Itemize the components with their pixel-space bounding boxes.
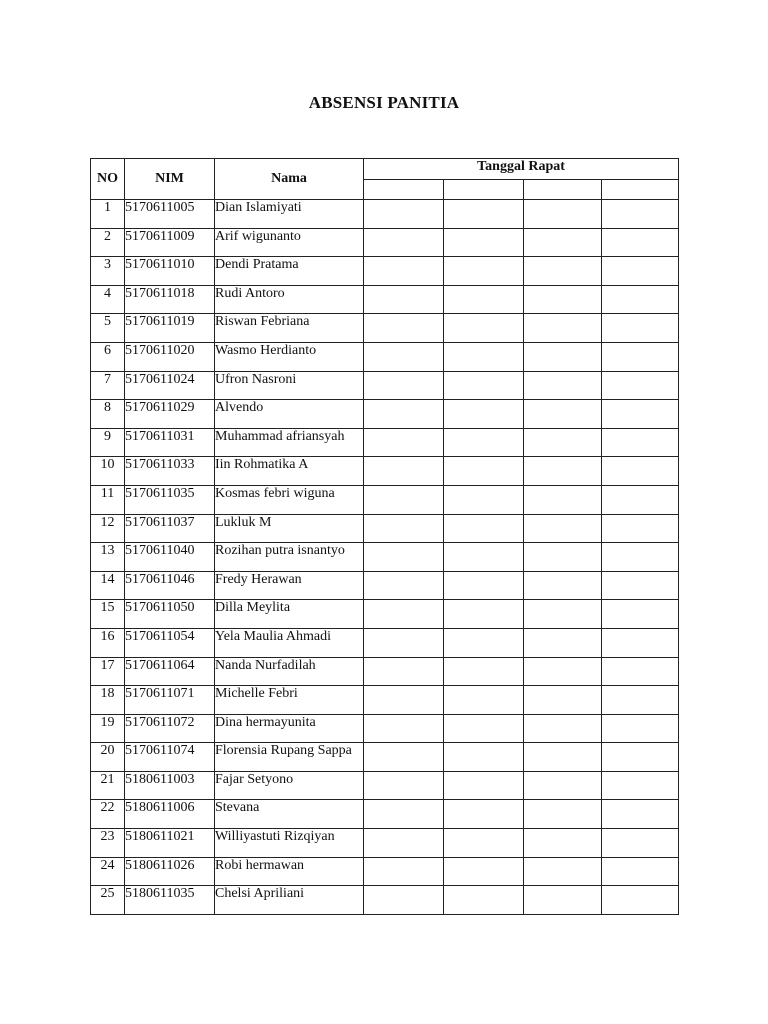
table-row: [91, 600, 679, 629]
row-nama: Stevana: [215, 800, 364, 829]
attendance-cell-1[interactable]: [364, 800, 444, 829]
page-title: ABSENSI PANITIA: [308, 93, 460, 112]
row-nim: 5180611035: [125, 886, 215, 915]
attendance-cell-4[interactable]: [602, 428, 679, 457]
table-row: [91, 457, 679, 486]
attendance-cell-4[interactable]: [602, 714, 679, 743]
attendance-cell-4[interactable]: [602, 342, 679, 371]
row-number: 9: [91, 428, 125, 457]
row-nim: 5170611071: [125, 686, 215, 715]
attendance-cell-1[interactable]: [364, 485, 444, 514]
table-row: [91, 829, 679, 858]
attendance-cell-2[interactable]: [444, 886, 524, 915]
row-nama: Iin Rohmatika A: [215, 457, 364, 486]
attendance-cell-2[interactable]: [444, 400, 524, 429]
row-nim: 5180611026: [125, 857, 215, 886]
table-body: [91, 200, 679, 915]
attendance-cell-2[interactable]: [444, 200, 524, 229]
table-row: [91, 257, 679, 286]
row-number: 2: [91, 228, 125, 257]
attendance-cell-3[interactable]: [524, 485, 602, 514]
row-nim: 5170611018: [125, 285, 215, 314]
attendance-cell-2[interactable]: [444, 428, 524, 457]
attendance-cell-1[interactable]: [364, 342, 444, 371]
attendance-cell-2[interactable]: [444, 800, 524, 829]
row-nama: Dilla Meylita: [215, 600, 364, 629]
table-row: [91, 228, 679, 257]
row-nama: Michelle Febri: [215, 686, 364, 715]
attendance-cell-3[interactable]: [524, 257, 602, 286]
attendance-cell-2[interactable]: [444, 771, 524, 800]
attendance-cell-4[interactable]: [602, 371, 679, 400]
row-number: 16: [91, 628, 125, 657]
attendance-cell-1[interactable]: [364, 428, 444, 457]
row-nama: Chelsi Apriliani: [215, 886, 364, 915]
row-nama: Fredy Herawan: [215, 571, 364, 600]
row-nim: 5170611031: [125, 428, 215, 457]
row-number: 17: [91, 657, 125, 686]
attendance-cell-4[interactable]: [602, 829, 679, 858]
date-column-3: [524, 180, 602, 200]
attendance-cell-4[interactable]: [602, 285, 679, 314]
attendance-cell-3[interactable]: [524, 628, 602, 657]
row-nama: Rudi Antoro: [215, 285, 364, 314]
row-nim: 5170611074: [125, 743, 215, 772]
attendance-cell-2[interactable]: [444, 686, 524, 715]
attendance-table: [90, 158, 679, 915]
attendance-cell-3[interactable]: [524, 657, 602, 686]
attendance-cell-2[interactable]: [444, 457, 524, 486]
attendance-cell-3[interactable]: [524, 857, 602, 886]
attendance-cell-2[interactable]: [444, 628, 524, 657]
row-nim: 5170611046: [125, 571, 215, 600]
attendance-cell-4[interactable]: [602, 200, 679, 229]
attendance-cell-3[interactable]: [524, 228, 602, 257]
row-number: 14: [91, 571, 125, 600]
row-nama: Rozihan putra isnantyo: [215, 543, 364, 572]
attendance-cell-4[interactable]: [602, 514, 679, 543]
row-nama: Lukluk M: [215, 514, 364, 543]
attendance-cell-3[interactable]: [524, 600, 602, 629]
attendance-cell-3[interactable]: [524, 514, 602, 543]
attendance-cell-1[interactable]: [364, 771, 444, 800]
row-nim: 5170611009: [125, 228, 215, 257]
row-number: 5: [91, 314, 125, 343]
attendance-cell-1[interactable]: [364, 228, 444, 257]
date-column-1: [364, 180, 444, 200]
row-nama: Muhammad afriansyah: [215, 428, 364, 457]
attendance-cell-1[interactable]: [364, 686, 444, 715]
date-column-4: [602, 180, 679, 200]
row-number: 20: [91, 743, 125, 772]
attendance-cell-2[interactable]: [444, 829, 524, 858]
table-header-row: [91, 159, 679, 180]
attendance-cell-3[interactable]: [524, 285, 602, 314]
attendance-cell-1[interactable]: [364, 829, 444, 858]
attendance-cell-1[interactable]: [364, 314, 444, 343]
attendance-cell-1[interactable]: [364, 457, 444, 486]
row-nim: 5180611021: [125, 829, 215, 858]
row-nama: Dian Islamiyati: [215, 200, 364, 229]
table-row: [91, 371, 679, 400]
attendance-cell-3[interactable]: [524, 714, 602, 743]
row-number: 10: [91, 457, 125, 486]
attendance-cell-4[interactable]: [602, 886, 679, 915]
row-number: 7: [91, 371, 125, 400]
header-no: NO: [91, 159, 125, 200]
attendance-cell-2[interactable]: [444, 571, 524, 600]
attendance-cell-2[interactable]: [444, 857, 524, 886]
row-number: 6: [91, 342, 125, 371]
row-nim: 5170611029: [125, 400, 215, 429]
attendance-cell-4[interactable]: [602, 686, 679, 715]
attendance-cell-2[interactable]: [444, 743, 524, 772]
attendance-cell-2[interactable]: [444, 314, 524, 343]
table-row: [91, 714, 679, 743]
attendance-cell-4[interactable]: [602, 857, 679, 886]
row-nim: 5170611005: [125, 200, 215, 229]
table-row: [91, 857, 679, 886]
table-row: [91, 771, 679, 800]
row-number: 12: [91, 514, 125, 543]
attendance-cell-1[interactable]: [364, 714, 444, 743]
attendance-cell-2[interactable]: [444, 714, 524, 743]
row-nama: Florensia Rupang Sappa: [215, 743, 364, 772]
attendance-cell-1[interactable]: [364, 571, 444, 600]
row-nim: 5170611024: [125, 371, 215, 400]
attendance-cell-3[interactable]: [524, 800, 602, 829]
attendance-cell-1[interactable]: [364, 514, 444, 543]
table-row: [91, 314, 679, 343]
header-nim: NIM: [125, 159, 215, 200]
attendance-cell-4[interactable]: [602, 400, 679, 429]
attendance-cell-3[interactable]: [524, 457, 602, 486]
attendance-cell-3[interactable]: [524, 371, 602, 400]
table-row: [91, 514, 679, 543]
row-nama: Ufron Nasroni: [215, 371, 364, 400]
table-row: [91, 800, 679, 829]
table-row: [91, 285, 679, 314]
attendance-cell-1[interactable]: [364, 257, 444, 286]
row-nama: Kosmas febri wiguna: [215, 485, 364, 514]
row-number: 23: [91, 829, 125, 858]
row-nim: 5170611033: [125, 457, 215, 486]
row-nama: Arif wigunanto: [215, 228, 364, 257]
row-nim: 5170611072: [125, 714, 215, 743]
date-column-2: [444, 180, 524, 200]
table-row: [91, 200, 679, 229]
attendance-cell-3[interactable]: [524, 829, 602, 858]
attendance-cell-3[interactable]: [524, 342, 602, 371]
table-row: [91, 342, 679, 371]
header-nama: Nama: [215, 159, 364, 200]
attendance-cell-4[interactable]: [602, 314, 679, 343]
row-number: 24: [91, 857, 125, 886]
attendance-cell-2[interactable]: [444, 514, 524, 543]
row-number: 11: [91, 485, 125, 514]
attendance-cell-1[interactable]: [364, 628, 444, 657]
table-row: [91, 428, 679, 457]
row-nim: 5170611037: [125, 514, 215, 543]
row-nim: 5170611054: [125, 628, 215, 657]
attendance-cell-2[interactable]: [444, 285, 524, 314]
row-number: 15: [91, 600, 125, 629]
attendance-cell-2[interactable]: [444, 257, 524, 286]
attendance-cell-1[interactable]: [364, 400, 444, 429]
table-row: [91, 657, 679, 686]
row-number: 18: [91, 686, 125, 715]
attendance-cell-3[interactable]: [524, 743, 602, 772]
row-number: 22: [91, 800, 125, 829]
attendance-cell-4[interactable]: [602, 771, 679, 800]
row-nim: 5170611010: [125, 257, 215, 286]
attendance-cell-4[interactable]: [602, 657, 679, 686]
attendance-cell-1[interactable]: [364, 600, 444, 629]
row-nama: Dendi Pratama: [215, 257, 364, 286]
attendance-cell-1[interactable]: [364, 886, 444, 915]
row-nim: 5170611019: [125, 314, 215, 343]
attendance-cell-3[interactable]: [524, 314, 602, 343]
attendance-cell-3[interactable]: [524, 400, 602, 429]
row-nim: 5170611020: [125, 342, 215, 371]
row-nama: Yela Maulia Ahmadi: [215, 628, 364, 657]
row-number: 21: [91, 771, 125, 800]
row-nama: Fajar Setyono: [215, 771, 364, 800]
row-nama: Nanda Nurfadilah: [215, 657, 364, 686]
attendance-cell-3[interactable]: [524, 571, 602, 600]
row-number: 13: [91, 543, 125, 572]
attendance-cell-4[interactable]: [602, 457, 679, 486]
table-row: [91, 686, 679, 715]
row-nim: 5180611003: [125, 771, 215, 800]
table-row: [91, 543, 679, 572]
table-row: [91, 886, 679, 915]
attendance-cell-2[interactable]: [444, 371, 524, 400]
row-nim: 5170611064: [125, 657, 215, 686]
row-nim: 5170611050: [125, 600, 215, 629]
table-row: [91, 743, 679, 772]
attendance-cell-2[interactable]: [444, 657, 524, 686]
attendance-cell-4[interactable]: [602, 485, 679, 514]
attendance-cell-3[interactable]: [524, 200, 602, 229]
attendance-cell-2[interactable]: [444, 600, 524, 629]
attendance-cell-3[interactable]: [524, 428, 602, 457]
attendance-cell-2[interactable]: [444, 342, 524, 371]
attendance-cell-1[interactable]: [364, 657, 444, 686]
attendance-cell-1[interactable]: [364, 857, 444, 886]
attendance-cell-1[interactable]: [364, 543, 444, 572]
row-nim: 5170611040: [125, 543, 215, 572]
row-nama: Dina hermayunita: [215, 714, 364, 743]
row-number: 8: [91, 400, 125, 429]
row-nama: Alvendo: [215, 400, 364, 429]
row-number: 1: [91, 200, 125, 229]
attendance-cell-3[interactable]: [524, 886, 602, 915]
row-nama: Wasmo Herdianto: [215, 342, 364, 371]
header-tanggal-rapat: Tanggal Rapat: [364, 159, 679, 180]
attendance-cell-4[interactable]: [602, 228, 679, 257]
row-nim: 5180611006: [125, 800, 215, 829]
attendance-cell-2[interactable]: [444, 543, 524, 572]
row-nama: Robi hermawan: [215, 857, 364, 886]
attendance-cell-4[interactable]: [602, 800, 679, 829]
attendance-cell-4[interactable]: [602, 600, 679, 629]
attendance-cell-4[interactable]: [602, 571, 679, 600]
attendance-cell-3[interactable]: [524, 543, 602, 572]
row-number: 19: [91, 714, 125, 743]
attendance-cell-3[interactable]: [524, 686, 602, 715]
table-row: [91, 400, 679, 429]
attendance-cell-3[interactable]: [524, 771, 602, 800]
attendance-cell-1[interactable]: [364, 285, 444, 314]
table-row: [91, 485, 679, 514]
table-row: [91, 571, 679, 600]
row-number: 25: [91, 886, 125, 915]
attendance-cell-1[interactable]: [364, 200, 444, 229]
table-row: [91, 628, 679, 657]
attendance-cell-2[interactable]: [444, 485, 524, 514]
attendance-cell-4[interactable]: [602, 543, 679, 572]
row-number: 4: [91, 285, 125, 314]
attendance-cell-1[interactable]: [364, 371, 444, 400]
row-nim: 5170611035: [125, 485, 215, 514]
attendance-cell-4[interactable]: [602, 257, 679, 286]
attendance-cell-4[interactable]: [602, 743, 679, 772]
attendance-cell-1[interactable]: [364, 743, 444, 772]
attendance-cell-2[interactable]: [444, 228, 524, 257]
attendance-cell-4[interactable]: [602, 628, 679, 657]
row-number: 3: [91, 257, 125, 286]
row-nama: Riswan Febriana: [215, 314, 364, 343]
row-nama: Williyastuti Rizqiyan: [215, 829, 364, 858]
